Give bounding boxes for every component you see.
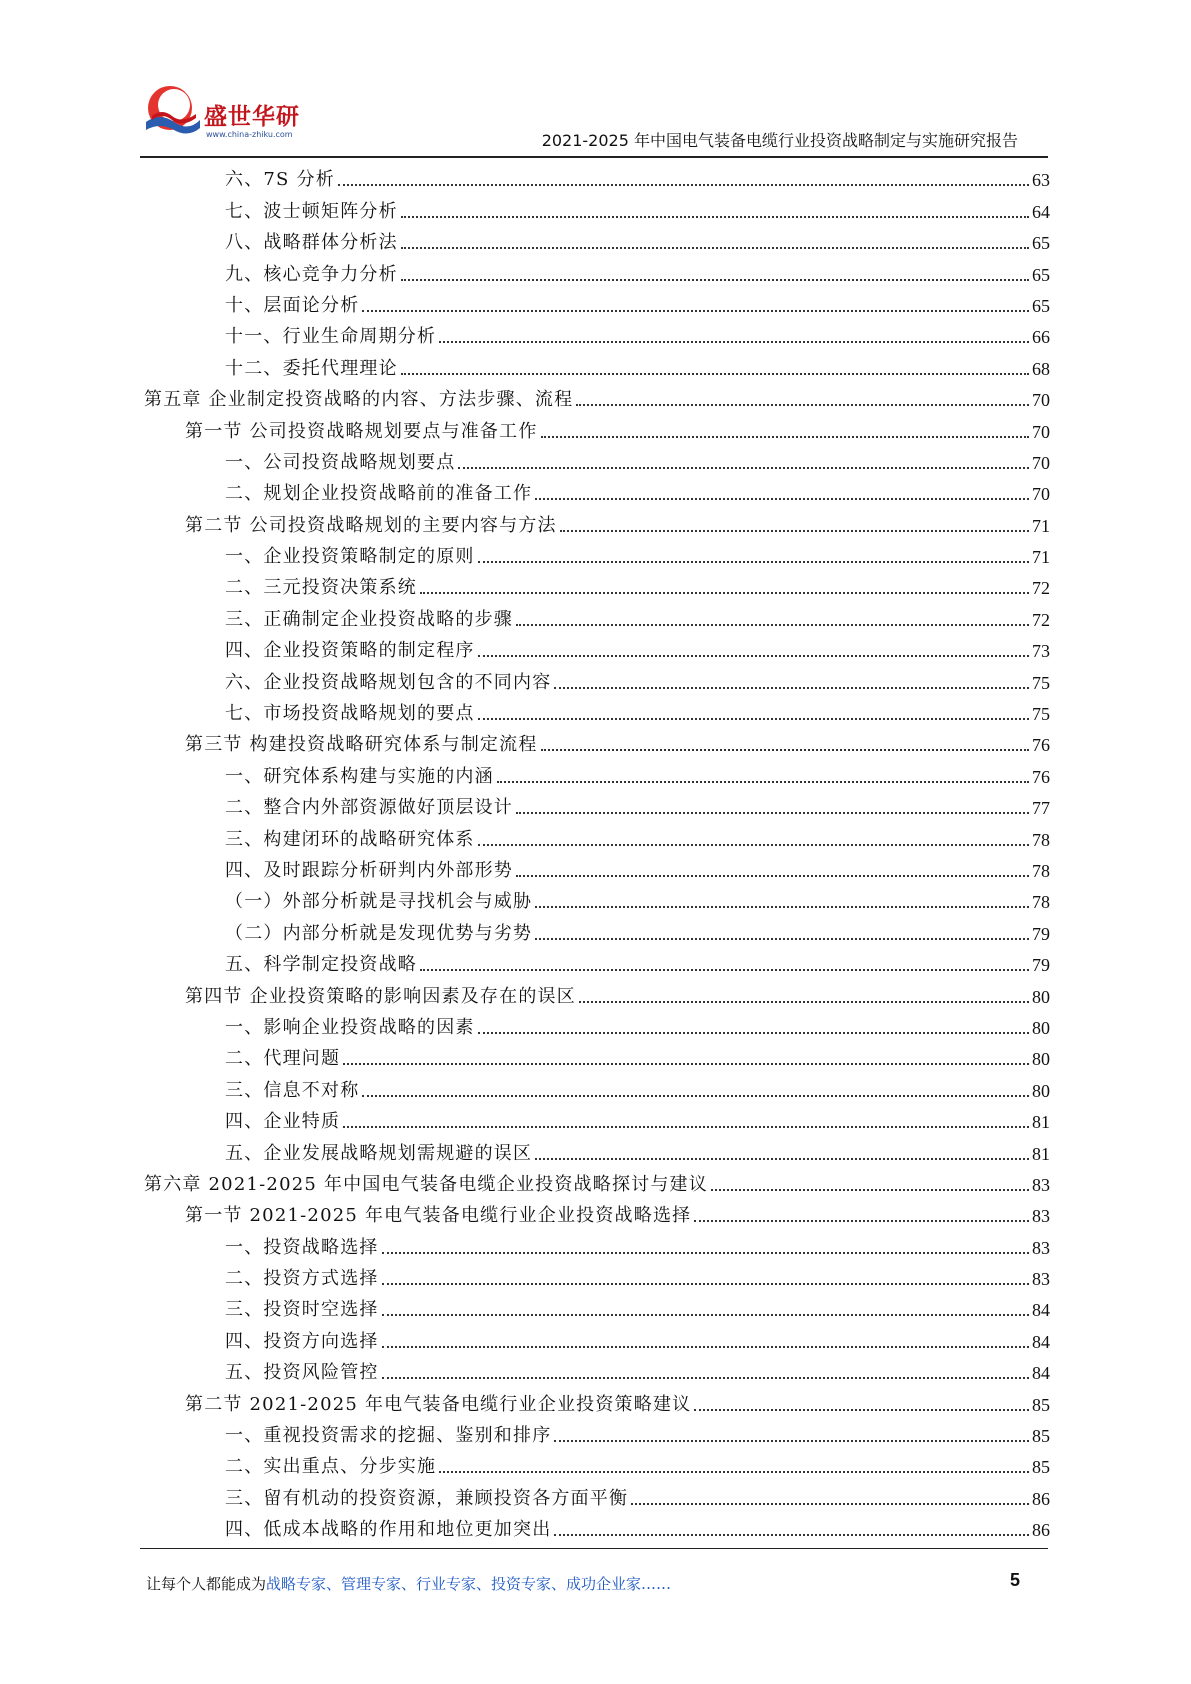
toc-entry[interactable] bbox=[140, 1009, 1050, 1040]
toc-entry-page: 78 bbox=[1032, 892, 1050, 913]
toc-dot-leader bbox=[694, 1408, 1029, 1411]
toc-entry-page: 72 bbox=[1032, 578, 1050, 599]
toc-dot-leader bbox=[401, 278, 1029, 281]
toc-dot-leader bbox=[478, 1031, 1029, 1034]
toc-entry[interactable] bbox=[140, 914, 1050, 945]
toc-dot-leader bbox=[497, 780, 1029, 783]
toc-dot-leader bbox=[343, 1125, 1029, 1128]
toc-entry-title: （二）内部分析就是发现优势与劣势 bbox=[225, 922, 533, 944]
toc-entry-page: 81 bbox=[1032, 1143, 1050, 1164]
toc-entry-page: 85 bbox=[1032, 1394, 1050, 1415]
toc-entry[interactable] bbox=[140, 318, 1050, 349]
toc-entry-title: 四、企业投资策略的制定程序 bbox=[225, 640, 475, 662]
toc-entry[interactable] bbox=[140, 726, 1050, 757]
toc-entry-page: 70 bbox=[1032, 452, 1050, 473]
toc-entry-title: 四、企业特质 bbox=[225, 1111, 341, 1133]
toc-entry[interactable] bbox=[140, 192, 1050, 223]
toc-dot-leader bbox=[439, 340, 1029, 343]
toc-entry[interactable] bbox=[140, 255, 1050, 286]
toc-entry[interactable] bbox=[140, 1322, 1050, 1353]
toc-entry-page: 63 bbox=[1032, 170, 1050, 191]
toc-entry-page: 70 bbox=[1032, 390, 1050, 411]
toc-dot-leader bbox=[535, 1157, 1029, 1160]
toc-entry-title: 第二节 公司投资战略规划的主要内容与方法 bbox=[185, 514, 557, 536]
toc-entry-page: 64 bbox=[1032, 201, 1050, 222]
toc-entry-page: 83 bbox=[1032, 1237, 1050, 1258]
toc-dot-leader bbox=[516, 623, 1029, 626]
toc-entry[interactable] bbox=[140, 946, 1050, 977]
toc-dot-leader bbox=[401, 215, 1029, 218]
toc-entry-page: 70 bbox=[1032, 421, 1050, 442]
toc-entry[interactable] bbox=[140, 1166, 1050, 1197]
toc-entry-page: 75 bbox=[1032, 704, 1050, 725]
toc-dot-leader bbox=[560, 529, 1029, 532]
toc-entry[interactable] bbox=[140, 506, 1050, 537]
toc-entry[interactable] bbox=[140, 412, 1050, 443]
toc-dot-leader bbox=[401, 372, 1029, 375]
toc-entry-page: 85 bbox=[1032, 1457, 1050, 1478]
toc-entry-page: 79 bbox=[1032, 923, 1050, 944]
toc-entry-title: 四、低成本战略的作用和地位更加突出 bbox=[225, 1519, 552, 1541]
toc-entry-page: 76 bbox=[1032, 735, 1050, 756]
toc-entry-title: 第三节 构建投资战略研究体系与制定流程 bbox=[185, 734, 538, 756]
toc-entry-title: 九、核心竞争力分析 bbox=[225, 263, 398, 285]
toc-entry[interactable] bbox=[140, 1134, 1050, 1165]
toc-entry[interactable] bbox=[140, 1040, 1050, 1071]
toc-entry-page: 77 bbox=[1032, 798, 1050, 819]
toc-entry-page: 71 bbox=[1032, 547, 1050, 568]
toc-entry-page: 83 bbox=[1032, 1269, 1050, 1290]
toc-entry[interactable] bbox=[140, 600, 1050, 631]
company-logo bbox=[140, 78, 310, 148]
logo-emblem-icon bbox=[140, 78, 204, 142]
toc-entry[interactable] bbox=[140, 852, 1050, 883]
footer-slogan bbox=[146, 1573, 671, 1594]
toc-dot-leader bbox=[382, 1376, 1029, 1379]
toc-entry[interactable] bbox=[140, 161, 1050, 192]
toc-dot-leader bbox=[579, 1000, 1029, 1003]
footer-slogan-prefix: 让每个人都能成为 bbox=[146, 1575, 267, 1593]
toc-entry-title: 四、投资方向选择 bbox=[225, 1330, 379, 1352]
toc-entry-page: 86 bbox=[1032, 1488, 1050, 1509]
toc-dot-leader bbox=[535, 937, 1029, 940]
toc-dot-leader bbox=[478, 843, 1029, 846]
toc-entry-title: 三、信息不对称 bbox=[225, 1079, 360, 1101]
toc-entry-page: 75 bbox=[1032, 672, 1050, 693]
toc-entry-title: 二、实出重点、分步实施 bbox=[225, 1456, 437, 1478]
toc-entry-title: 二、整合内外部资源做好顶层设计 bbox=[225, 797, 513, 819]
toc-entry-page: 79 bbox=[1032, 955, 1050, 976]
toc-entry[interactable] bbox=[140, 349, 1050, 380]
table-of-contents bbox=[140, 161, 1050, 1542]
toc-dot-leader bbox=[362, 309, 1029, 312]
toc-entry[interactable] bbox=[140, 1260, 1050, 1291]
toc-dot-leader bbox=[631, 1502, 1029, 1505]
toc-entry[interactable] bbox=[140, 1354, 1050, 1385]
toc-entry-page: 65 bbox=[1032, 233, 1050, 254]
toc-entry[interactable] bbox=[140, 695, 1050, 726]
toc-entry-title: 第四节 企业投资策略的影响因素及存在的误区 bbox=[185, 985, 576, 1007]
toc-entry-title: 五、投资风险管控 bbox=[225, 1362, 379, 1384]
toc-entry-page: 84 bbox=[1032, 1300, 1050, 1321]
toc-dot-leader bbox=[554, 686, 1029, 689]
toc-entry[interactable] bbox=[140, 1479, 1050, 1510]
toc-entry-page: 80 bbox=[1032, 986, 1050, 1007]
toc-dot-leader bbox=[362, 1094, 1029, 1097]
toc-entry[interactable] bbox=[140, 1385, 1050, 1416]
footer-slogan-suffix: …… bbox=[641, 1575, 672, 1593]
toc-entry[interactable] bbox=[140, 1103, 1050, 1134]
toc-entry-title: 一、公司投资战略规划要点 bbox=[225, 451, 456, 473]
toc-entry-page: 71 bbox=[1032, 515, 1050, 536]
toc-entry-page: 81 bbox=[1032, 1112, 1050, 1133]
logo-name: 盛世华研 bbox=[204, 104, 300, 130]
toc-dot-leader bbox=[694, 1219, 1029, 1222]
toc-entry[interactable] bbox=[140, 883, 1050, 914]
toc-dot-leader bbox=[382, 1282, 1029, 1285]
toc-entry-title: 三、正确制定企业投资战略的步骤 bbox=[225, 608, 513, 630]
toc-entry-title: 三、构建闭环的战略研究体系 bbox=[225, 828, 475, 850]
toc-entry[interactable] bbox=[140, 632, 1050, 663]
toc-entry-page: 80 bbox=[1032, 1049, 1050, 1070]
toc-entry-title: 一、企业投资策略制定的原则 bbox=[225, 546, 475, 568]
toc-entry[interactable] bbox=[140, 757, 1050, 788]
toc-entry[interactable] bbox=[140, 663, 1050, 694]
toc-entry-title: 二、投资方式选择 bbox=[225, 1268, 379, 1290]
toc-entry-title: 七、波士顿矩阵分析 bbox=[225, 200, 398, 222]
toc-entry-page: 72 bbox=[1032, 609, 1050, 630]
toc-entry-page: 86 bbox=[1032, 1520, 1050, 1541]
toc-dot-leader bbox=[535, 905, 1029, 908]
toc-entry-title: 二、规划企业投资战略前的准备工作 bbox=[225, 483, 533, 505]
toc-entry-page: 85 bbox=[1032, 1426, 1050, 1447]
toc-entry[interactable] bbox=[140, 287, 1050, 318]
toc-entry-page: 83 bbox=[1032, 1174, 1050, 1195]
toc-entry-page: 84 bbox=[1032, 1331, 1050, 1352]
header-divider bbox=[140, 156, 1048, 158]
toc-dot-leader bbox=[541, 748, 1029, 751]
toc-entry-page: 68 bbox=[1032, 358, 1050, 379]
logo-url: www.china-zhiku.com bbox=[206, 130, 293, 139]
toc-entry[interactable] bbox=[140, 1197, 1050, 1228]
toc-entry-title: 一、重视投资需求的挖掘、鉴别和排序 bbox=[225, 1425, 552, 1447]
toc-entry[interactable] bbox=[140, 538, 1050, 569]
toc-dot-leader bbox=[554, 1439, 1029, 1442]
toc-entry[interactable] bbox=[140, 381, 1050, 412]
toc-entry-title: 一、投资战略选择 bbox=[225, 1236, 379, 1258]
toc-entry-title: 一、影响企业投资战略的因素 bbox=[225, 1016, 475, 1038]
toc-entry-page: 73 bbox=[1032, 641, 1050, 662]
toc-dot-leader bbox=[382, 1251, 1029, 1254]
toc-entry[interactable] bbox=[140, 977, 1050, 1008]
toc-entry[interactable] bbox=[140, 1228, 1050, 1259]
toc-entry[interactable] bbox=[140, 1417, 1050, 1448]
toc-entry-title: 二、三元投资决策系统 bbox=[225, 577, 417, 599]
toc-entry-title: 七、市场投资战略规划的要点 bbox=[225, 703, 475, 725]
toc-dot-leader bbox=[516, 874, 1029, 877]
toc-entry-page: 84 bbox=[1032, 1363, 1050, 1384]
toc-entry[interactable] bbox=[140, 1291, 1050, 1322]
toc-dot-leader bbox=[478, 717, 1029, 720]
toc-entry-title: 十二、委托代理理论 bbox=[225, 357, 398, 379]
toc-entry-title: 第一节 2021-2025 年电气装备电缆行业企业投资战略选择 bbox=[185, 1205, 692, 1227]
toc-dot-leader bbox=[382, 1345, 1029, 1348]
toc-entry[interactable] bbox=[140, 1071, 1050, 1102]
toc-entry-page: 83 bbox=[1032, 1206, 1050, 1227]
toc-dot-leader bbox=[439, 1470, 1029, 1473]
toc-entry-title: 第二节 2021-2025 年电气装备电缆行业企业投资策略建议 bbox=[185, 1393, 692, 1415]
toc-entry[interactable] bbox=[140, 475, 1050, 506]
toc-dot-leader bbox=[420, 591, 1029, 594]
toc-entry-page: 80 bbox=[1032, 1017, 1050, 1038]
toc-entry-title: 第五章 企业制定投资战略的内容、方法步骤、流程 bbox=[144, 389, 574, 411]
toc-entry-title: （一）外部分析就是寻找机会与威胁 bbox=[225, 891, 533, 913]
toc-entry[interactable] bbox=[140, 444, 1050, 475]
toc-entry[interactable] bbox=[140, 1511, 1050, 1542]
toc-dot-leader bbox=[711, 1188, 1029, 1191]
footer-slogan-highlight: 战略专家、管理专家、行业专家、投资专家、成功企业家 bbox=[266, 1575, 642, 1593]
toc-entry-title: 十、层面论分析 bbox=[225, 294, 360, 316]
toc-entry-title: 三、留有机动的投资资源，兼顾投资各方面平衡 bbox=[225, 1487, 629, 1509]
toc-dot-leader bbox=[343, 1062, 1029, 1065]
toc-dot-leader bbox=[554, 1533, 1029, 1536]
toc-entry-page: 78 bbox=[1032, 829, 1050, 850]
toc-entry[interactable] bbox=[140, 569, 1050, 600]
toc-entry[interactable] bbox=[140, 820, 1050, 851]
page-header bbox=[140, 78, 1048, 158]
footer-divider bbox=[140, 1548, 1048, 1549]
toc-entry-title: 八、战略群体分析法 bbox=[225, 232, 398, 254]
report-title: 2021-2025 年中国电气装备电缆行业投资战略制定与实施研究报告 bbox=[541, 131, 1018, 150]
toc-dot-leader bbox=[401, 246, 1029, 249]
toc-entry-title: 三、投资时空选择 bbox=[225, 1299, 379, 1321]
toc-entry-page: 65 bbox=[1032, 264, 1050, 285]
toc-entry-page: 80 bbox=[1032, 1080, 1050, 1101]
toc-dot-leader bbox=[535, 497, 1029, 500]
toc-entry-title: 二、代理问题 bbox=[225, 1048, 341, 1070]
toc-entry-title: 五、科学制定投资战略 bbox=[225, 954, 417, 976]
page-number: 5 bbox=[1010, 1570, 1021, 1590]
toc-dot-leader bbox=[516, 811, 1029, 814]
toc-entry-title: 十一、行业生命周期分析 bbox=[225, 326, 437, 348]
toc-entry-title: 六、7S 分析 bbox=[225, 169, 335, 191]
toc-entry-page: 76 bbox=[1032, 766, 1050, 787]
toc-dot-leader bbox=[576, 403, 1029, 406]
toc-entry-page: 66 bbox=[1032, 327, 1050, 348]
toc-entry-page: 78 bbox=[1032, 860, 1050, 881]
toc-entry[interactable] bbox=[140, 224, 1050, 255]
toc-dot-leader bbox=[338, 183, 1029, 186]
toc-entry[interactable] bbox=[140, 1448, 1050, 1479]
toc-entry-title: 第一节 公司投资战略规划要点与准备工作 bbox=[185, 420, 538, 442]
toc-entry[interactable] bbox=[140, 789, 1050, 820]
toc-entry-page: 65 bbox=[1032, 295, 1050, 316]
toc-entry-title: 四、及时跟踪分析研判内外部形势 bbox=[225, 859, 513, 881]
toc-entry-title: 五、企业发展战略规划需规避的误区 bbox=[225, 1142, 533, 1164]
toc-dot-leader bbox=[458, 466, 1029, 469]
toc-entry-page: 70 bbox=[1032, 484, 1050, 505]
toc-entry-title: 第六章 2021-2025 年中国电气装备电缆企业投资战略探讨与建议 bbox=[144, 1173, 708, 1195]
toc-dot-leader bbox=[478, 560, 1029, 563]
toc-entry-title: 一、研究体系构建与实施的内涵 bbox=[225, 765, 494, 787]
toc-entry-title: 六、企业投资战略规划包含的不同内容 bbox=[225, 671, 552, 693]
toc-dot-leader bbox=[541, 435, 1029, 438]
toc-dot-leader bbox=[478, 654, 1029, 657]
toc-dot-leader bbox=[420, 968, 1029, 971]
toc-dot-leader bbox=[382, 1313, 1029, 1316]
